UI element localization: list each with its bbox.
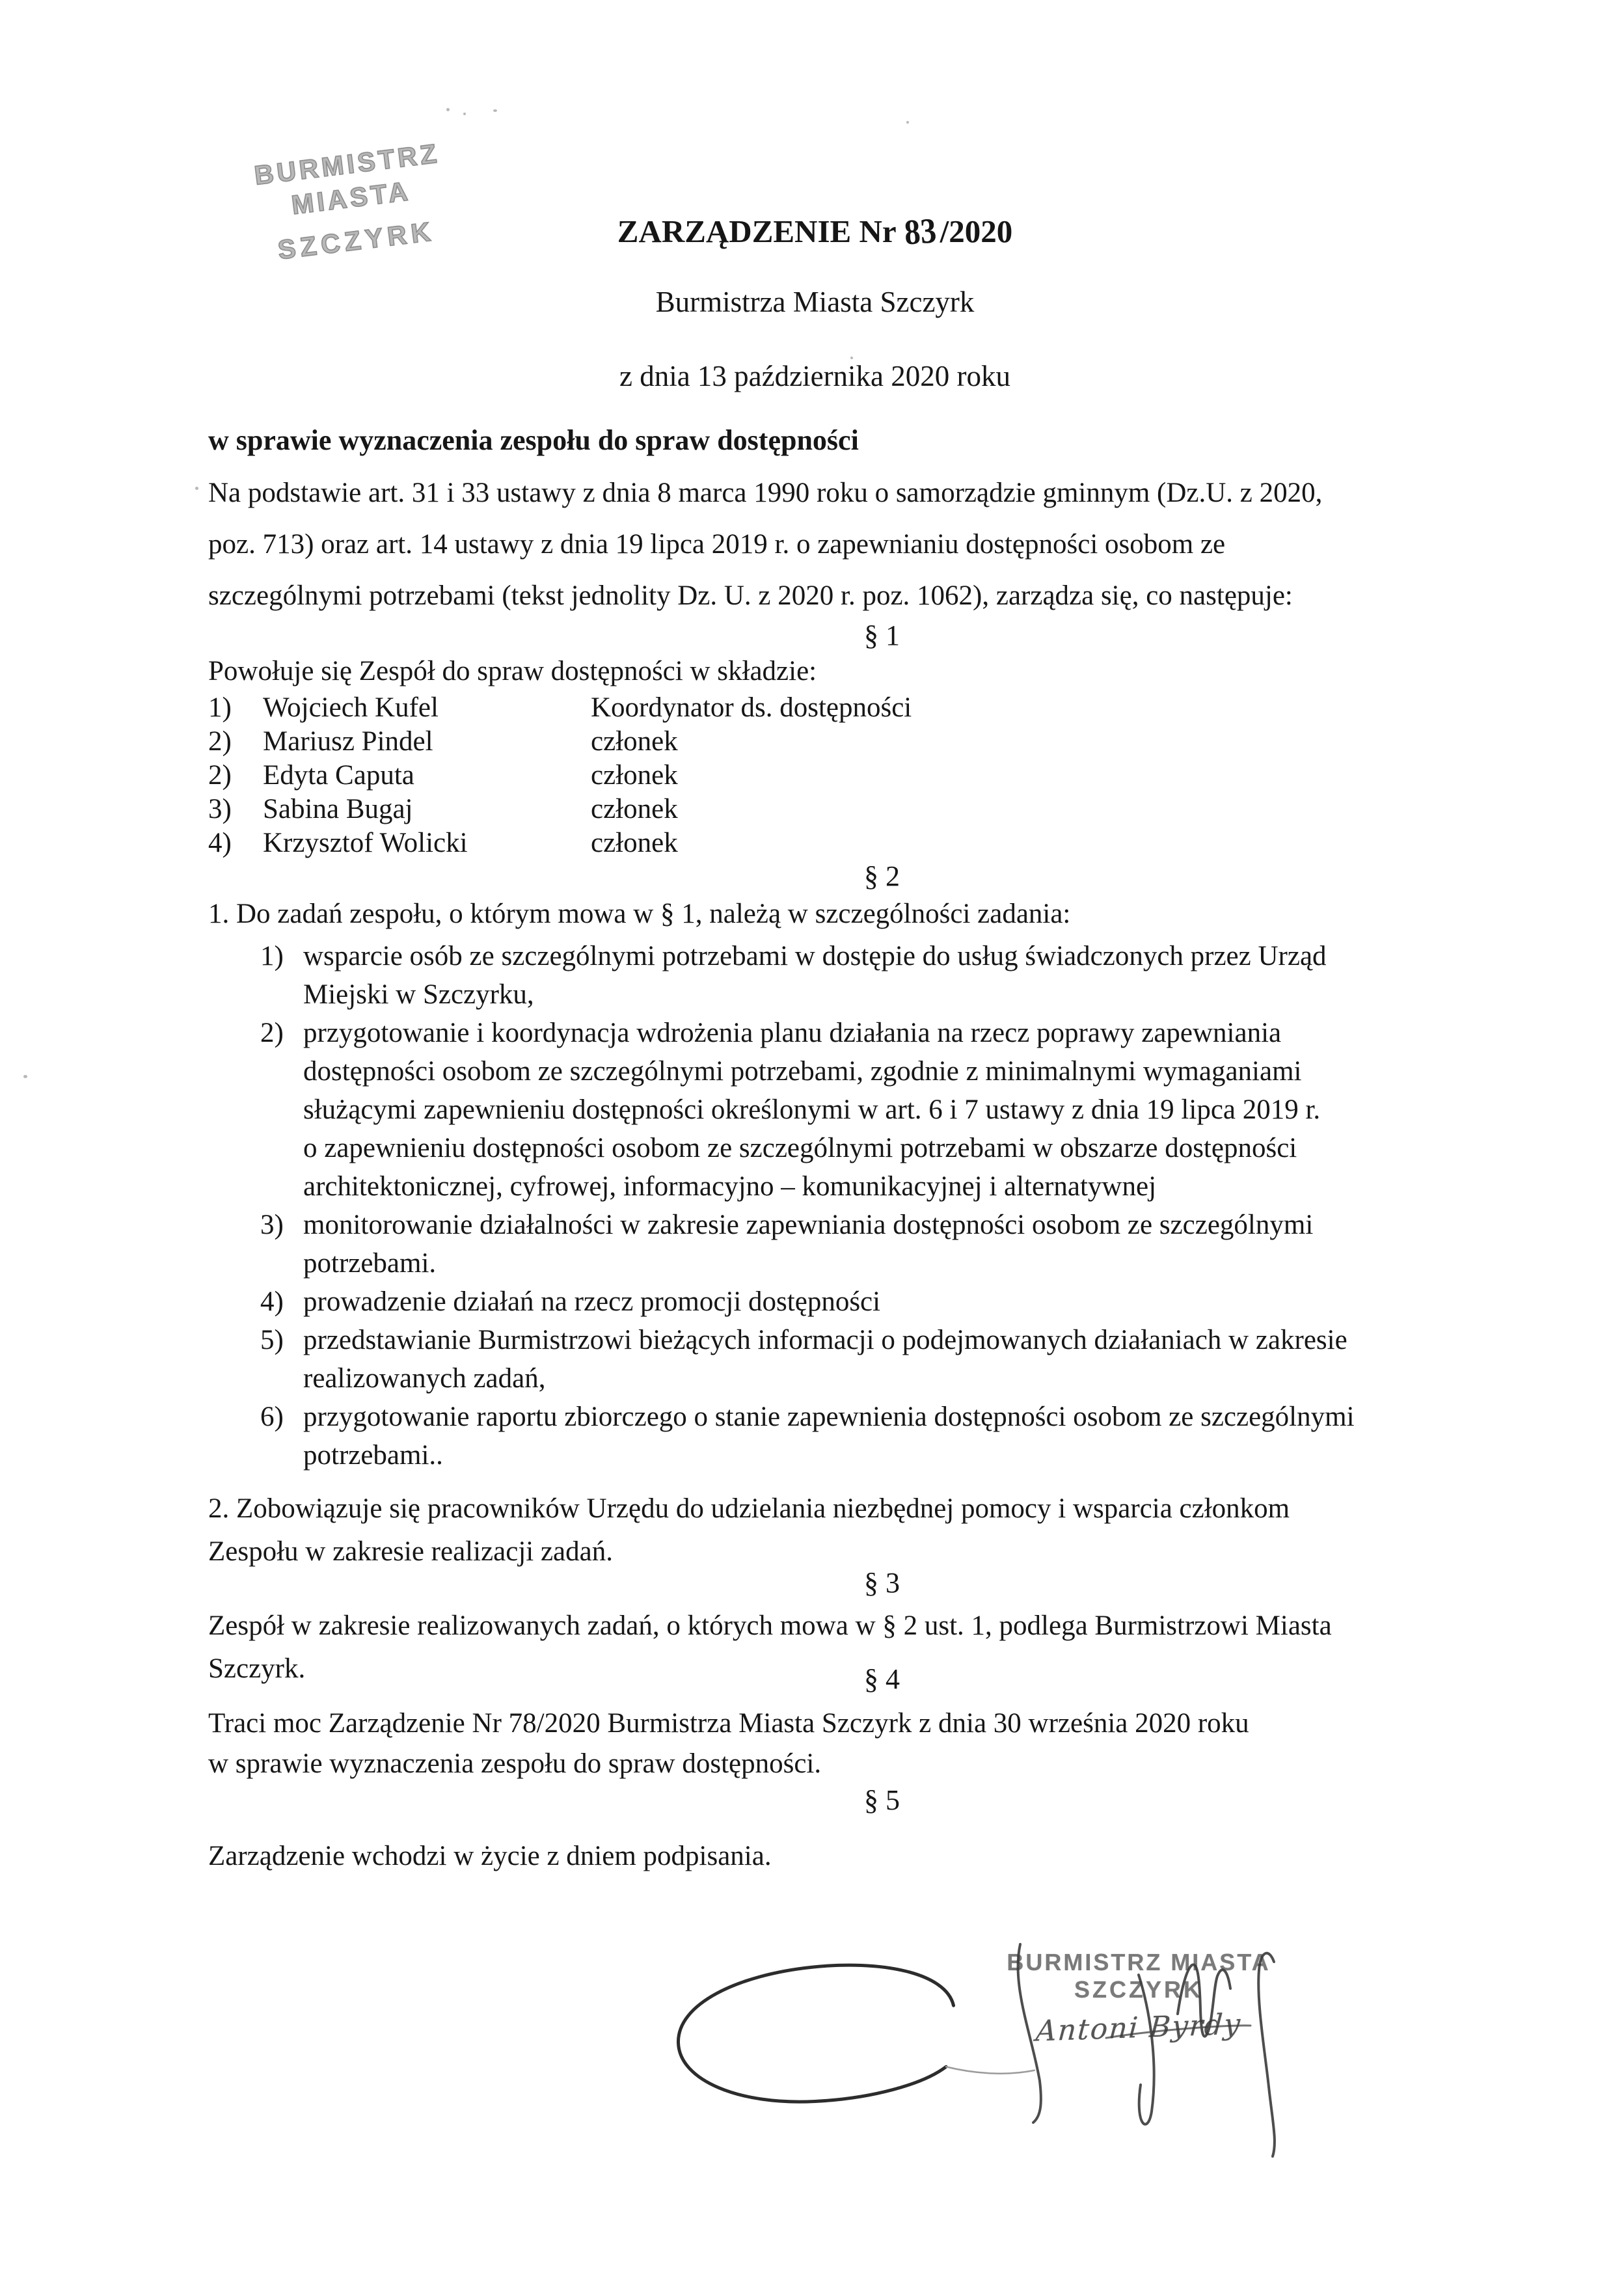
- paragraph-line: Szczyrk.: [208, 1653, 306, 1684]
- team-member-list: [208, 691, 1428, 860]
- member-name: Edyta Caputa: [263, 760, 414, 791]
- task-item: [208, 1282, 1428, 1321]
- task-number: 5): [260, 1325, 284, 1355]
- task-text: [303, 1206, 1313, 1282]
- task-number: 4): [260, 1286, 284, 1317]
- section-2-paragraph-2: [208, 1487, 1428, 1573]
- scan-noise-dot: [493, 109, 497, 112]
- member-role: członek: [591, 760, 678, 791]
- section-4-marker: § 4: [864, 1663, 900, 1695]
- task-line: o zapewnieniu dostępności osobom ze szczególnymi potrzebami w obszarze dostępności: [303, 1133, 1297, 1163]
- title-suffix: /2020: [940, 213, 1013, 249]
- section-5: [208, 1784, 1428, 1878]
- section-3-marker: § 3: [864, 1567, 900, 1599]
- member-number: 1): [208, 692, 232, 723]
- member-number: 2): [208, 760, 232, 791]
- member-role: członek: [591, 828, 678, 858]
- member-row: [208, 759, 1428, 793]
- task-number: 1): [260, 941, 284, 971]
- section-4: [208, 1663, 1428, 1784]
- member-name: Mariusz Pindel: [263, 726, 433, 757]
- task-item: [208, 1014, 1428, 1206]
- task-text: [303, 937, 1327, 1014]
- document-header: [208, 210, 1422, 458]
- scan-noise-dot: [446, 108, 450, 111]
- task-line: służącymi zapewnieniu dostępności określonymi w art. 6 i 7 ustawy z dnia 19 lipca 2019 r.: [303, 1094, 1321, 1125]
- paragraph-line: Traci moc Zarządzenie Nr 78/2020 Burmistrza Miasta Szczyrk z dnia 30 września 2020 roku: [208, 1708, 1249, 1739]
- scan-noise-dot: [463, 113, 466, 115]
- member-number: 3): [208, 794, 232, 824]
- section-2: [208, 860, 1428, 1573]
- section-2-marker: § 2: [864, 860, 900, 892]
- section-1-marker: § 1: [864, 619, 900, 651]
- member-row: [208, 793, 1428, 826]
- task-number: 3): [260, 1210, 284, 1240]
- section-1: [208, 618, 1428, 860]
- member-role: członek: [591, 726, 678, 757]
- task-item: [208, 1398, 1428, 1474]
- legal-basis-paragraph: [208, 467, 1428, 621]
- task-line: przedstawianie Burmistrzowi bieżących informacji o podejmowanych działaniach w zakresie: [303, 1325, 1347, 1355]
- task-line: monitorowanie działalności w zakresie zapewniania dostępności osobom ze szczególnymi: [303, 1210, 1314, 1240]
- title-number-handwritten: 83: [902, 210, 938, 252]
- task-line: przygotowanie raportu zbiorczego o stanie zapewnienia dostępności osobom ze szczególnymi: [303, 1402, 1355, 1432]
- task-text: [303, 1398, 1355, 1474]
- task-line: architektonicznej, cyfrowej, informacyjno – komunikacyjnej i alternatywnej: [303, 1171, 1157, 1202]
- paragraph-line: Zespół w zakresie realizowanych zadań, o których mowa w § 2 ust. 1, podlega Burmistrzowi Miasta: [208, 1610, 1332, 1641]
- paragraph-line: Zarządzenie wchodzi w życie z dniem podpisania.: [208, 1841, 772, 1871]
- stamp-office-line: BURMISTRZ MIASTA: [1007, 1949, 1271, 1975]
- task-line: dostępności osobom ze szczególnymi potrzebami, zgodnie z minimalnymi wymaganiami: [303, 1056, 1302, 1087]
- member-row: [208, 826, 1428, 860]
- paragraph-line: Zespołu w zakresie realizacji zadań.: [208, 1536, 613, 1567]
- member-number: 4): [208, 828, 232, 858]
- member-name: Sabina Bugaj: [263, 794, 413, 824]
- section-2-lead: 1. Do zadań zespołu, o którym mowa w § 1, należą w szczególności zadania:: [208, 899, 1071, 929]
- signature-scribble: [943, 1926, 1347, 2173]
- legal-basis-line: poz. 713) oraz art. 14 ustawy z dnia 19 lipca 2019 r. o zapewnianiu dostępności osobom ze: [208, 529, 1226, 560]
- document-subject: w sprawie wyznaczenia zespołu do spraw dostępności: [208, 424, 859, 456]
- member-number: 2): [208, 726, 232, 757]
- document-date: z dnia 13 października 2020 roku: [619, 360, 1011, 392]
- legal-basis-line: Na podstawie art. 31 i 33 ustawy z dnia 8 marca 1990 roku o samorządzie gminnym (Dz.U. z 2020,: [208, 478, 1323, 508]
- scan-noise-dot: [23, 1075, 27, 1078]
- stamp-city-line: SZCZYRK: [1074, 1976, 1203, 2003]
- member-row: [208, 691, 1428, 725]
- task-line: prowadzenie działań na rzecz promocji dostępności: [303, 1286, 881, 1317]
- paragraph-line: w sprawie wyznaczenia zespołu do spraw dostępności.: [208, 1748, 822, 1779]
- task-line: potrzebami..: [303, 1440, 443, 1471]
- section-1-lead: Powołuje się Zespół do spraw dostępności w składzie:: [208, 656, 817, 686]
- scan-noise-dot: [906, 121, 909, 124]
- task-line: potrzebami.: [303, 1248, 437, 1279]
- task-text: [303, 1321, 1347, 1398]
- task-line: wsparcie osób ze szczególnymi potrzebami w dostępie do usług świadczonych przez Urząd: [303, 941, 1327, 971]
- member-name: Wojciech Kufel: [263, 692, 439, 723]
- document-subtitle: Burmistrza Miasta Szczyrk: [655, 286, 975, 318]
- title-prefix: ZARZĄDZENIE Nr: [617, 213, 897, 249]
- task-line: Miejski w Szczyrku,: [303, 979, 534, 1010]
- task-line: przygotowanie i koordynacja wdrożenia planu działania na rzecz poprawy zapewniania: [303, 1018, 1282, 1048]
- task-text: [303, 1014, 1320, 1206]
- section-4-paragraph: [208, 1703, 1428, 1784]
- task-list: [208, 937, 1428, 1474]
- member-role: członek: [591, 794, 678, 824]
- member-role: Koordynator ds. dostępności: [591, 692, 912, 723]
- task-number: 6): [260, 1402, 284, 1432]
- task-text: [303, 1282, 880, 1321]
- mayor-name-facsimile: Antoni Byrdy: [1035, 2007, 1243, 2048]
- task-item: [208, 1206, 1428, 1282]
- task-item: [208, 937, 1428, 1014]
- member-row: [208, 725, 1428, 759]
- paragraph-line: 2. Zobowiązuje się pracowników Urzędu do udzielania niezbędnej pomocy i wsparcia członkom: [208, 1493, 1290, 1524]
- scan-noise-dot: [195, 487, 198, 490]
- stamp-office-line: BURMISTRZ MIASTA: [252, 138, 442, 221]
- task-line: realizowanych zadań,: [303, 1363, 546, 1394]
- document-title: [208, 210, 1422, 252]
- section-5-marker: § 5: [864, 1784, 900, 1816]
- legal-basis-line: szczególnymi potrzebami (tekst jednolity Dz. U. z 2020 r. poz. 1062), zarządza się, co następuje:: [208, 580, 1293, 611]
- task-number: 2): [260, 1018, 284, 1048]
- stamp-city-line: SZCZYRK: [276, 216, 437, 265]
- section-5-paragraph: [208, 1835, 1428, 1878]
- task-item: [208, 1321, 1428, 1398]
- member-name: Krzysztof Wolicki: [263, 828, 468, 858]
